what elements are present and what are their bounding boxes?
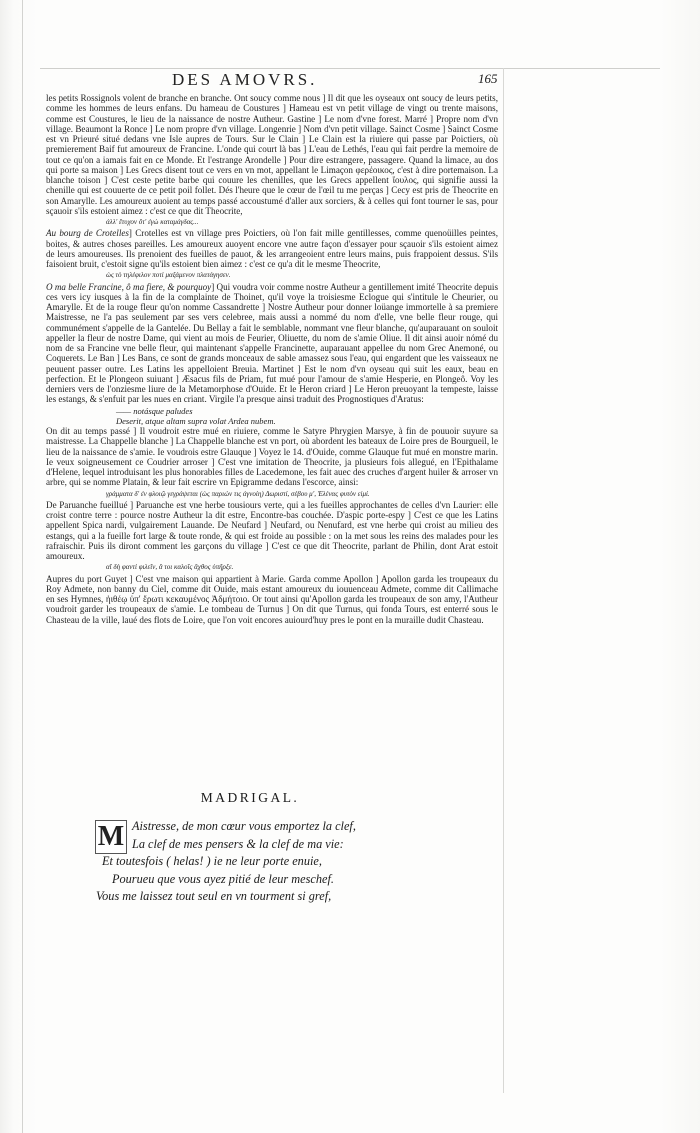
initial-letter: M bbox=[97, 821, 125, 852]
paragraph-text: ] Qui voudra voir comme nostre Autheur a gentillement imité Theocrite depuis ces vers icy iusques à la fin de la complainte de Thoinet, qu'il voye la troisiesme Eclogue qui s'intitule le Cheurier, ou Amarylle. Et de la rouge fleur qu'on nomme Cassandrette ] Nostre Autheur pour donner loüange immortelle à sa premiere Maistresse, ne l'a pas seulement par ses vers celebree, mais aussi a nommé du nom d'elle, vne belle fleur rouge, qui communément s'appelle de la Gantelée. Du Bellay a fait le semblable, nommant vne fleur blanche, qu'auparauant on souloit appeller la fleur de nostre Dame, qui vient au mois de Feurier, Oliuette, du nom de s'amie Oliue. Il dit ainsi auoir nómé du nom de sa Francine vne belle fleur, qui maintenant s'appelle Francinette, auparauant appellee du nom Grec Anemoné, ou Coquerets. Le Ban ] Les Bans, ce sont de grands monceaux de sable amassez sous l'eau, qui engardent que les vaisseaux ne peuuent passer outre. Les Latins les appelloient Breuia. Martinet ] Est le nom d'vn oyseau qui suit les eaux, beau en perfection. Et le Plongeon suiuant ] Æsacus fils de Priam, fut mué pour l'amour de s'amie Hesperie, en Plongeô. Voy les derniers vers de l'onziesme liure de la Metamorphose d'Ouide. Et le Heron criard ] Le Heron preuoyant la tempeste, laisse les estangs, & s'enfuit par les nues en criant. Virgile l'a presque ainsi traduit des Prognostiques d'Aratus: bbox=[46, 281, 498, 405]
paragraph bbox=[46, 228, 498, 269]
page-number: 165 bbox=[478, 71, 498, 86]
page-gutter-edge bbox=[22, 0, 23, 1133]
paragraph: Aupres du port Guyet ] C'est vne maison qui appartient à Marie. Garda comme Apollon ] Apollon garda les troupeaux du Roy Admete, non banny du Ciel, comme dit Ouide, mais estant amoureux du iouuenceau Admete, comme dit Callimache en ses Hymnes, ἠιθέῳ ὑπ' ἔρωτι κεκαυμένος Ἀδμήτοιο. Or tout ainsi qu'Apollon garda les troupeaux de son amy, l'Autheur voudroit garder les troupeaux de s'amie. Le tombeau de Turnus ] On dit que Turnus, qui fonda Tours, est enterré sous le Chasteau de la ville, laué des flots de Loire, que l'on voit encores auiourd'huy pres le pont en la muraille dudit Chasteau. bbox=[46, 573, 498, 625]
latin-verse-line: —— notásque paludes bbox=[116, 405, 193, 416]
latin-verse-line: Deserit, atque altam supra volat Ardea nubem. bbox=[116, 415, 276, 426]
greek-quotation: ἀλλ' ἔτυχον ὅτ' ἐγὼ καταμάγδας... bbox=[106, 218, 199, 226]
poem-line: La clef de mes pensers & la clef de ma vie: bbox=[132, 836, 344, 851]
poem-line: Pourueu que vous ayez pitié de leur meschef. bbox=[112, 871, 334, 886]
paragraph: les petits Rossignols volent de branche en branche. Ont soucy comme nous ] Il dit que les oyseaux ont soucy de leurs petits, comme les hommes de leurs enfans. Du hameau de Coustures ] Hameau est vn petit village de vingt ou trente maisons, comme est Coustures, le lieu de la naissance de nostre Autheur. Gastine ] Le nom d'vne forest. Marré ] Propre nom d'vn village. Beaumont la Ronce ] Le nom propre d'vn village. Longenrie ] Nom d'vn petit village. Sainct Cosme ] Sainct Cosme est vn Prieuré situé dedans vne Isle aupres de Tours. Sur le Clain ] Le Clain est la riuiere qui passe par Poictiers, où premierement Baif fut amoureux de Francine. L'onde qui court là bas ] L'eau de Lethés, l'eau qui fait perdre la memoire de tout ce qu'on a iamais fait en ce Monde. Et l'estrange Arondelle ] Pour dire estrangere, passagere. Quand la limace, au dos qui porte sa maison ] Les Grecs disent tout ce vers en vn mot, appellant le Limaçon φερέοικος, c'est à dire portemaison. La blanche toison ] C'est ceste petite barbe qui couure les chenilles, que les Grecs appellent ἴουλος, qui signifie aussi la chenille qui est couuerte de ce petit poil follet. Dés l'heure que le cœur de l'œil tu me perças ] Cecy est pris de Theocrite en son Amarylle. Les amoureux auoient au temps passé accoustumé d'aller aux sorciers, & à celles qui font tourner le sas, pour sçauoir s'ils estoient aimez : c'est ce que dit Theocrite, bbox=[46, 93, 498, 216]
lemma: Au bourg de Crotelles bbox=[46, 228, 129, 239]
greek-quotation: γράμματα δ' ἐν φλοιῷ γεγράψεται (ὡς παριών τις ἀγνοίη) Δωριστί, σέβου μ', Ἑλένας φυτὸν εἰμί. bbox=[106, 489, 370, 498]
madrigal-poem bbox=[96, 818, 436, 906]
paragraph bbox=[46, 282, 498, 405]
poem-line: Vous me laissez tout seul en vn tourment si gref, bbox=[96, 889, 332, 903]
greek-quotation: αἳ δὴ φαντὶ φιλεῖν, ἃ τοι καλοῖς ἄχθος ὑπῆρξε. bbox=[106, 563, 234, 572]
poem-line: Aistresse, de mon cœur vous emportez la clef, bbox=[132, 819, 356, 833]
madrigal-title: MADRIGAL. bbox=[200, 790, 300, 805]
paragraph-text: ] Crotelles est vn village pres Poictiers, où l'on fait mille gentillesses, comme quenoüilles peintes, boites, & autres choses pareilles. Les amoureux auoyent encore vne autre façon d'essayer pour sçauoir s'ils estoient aimez de leurs amoureuses. Ils prenoient des fueilles de pauot, & les arrangeoient entre leurs mains, puis frappoient dessus. S'ils faisoient bruit, c'estoit signe qu'ils estoient bien aimez : c'est ce qu'a dit le mesme Theocrite, bbox=[46, 228, 498, 269]
commentary-text bbox=[46, 93, 498, 626]
poem-line: Et toutesfois ( helas! ) ie ne leur porte enuie, bbox=[102, 854, 322, 868]
lemma: O ma belle Francine, ô ma fiere, & pourquoy bbox=[46, 281, 212, 292]
right-rule bbox=[503, 68, 504, 1093]
top-rule bbox=[40, 68, 660, 69]
paragraph: On dit au temps passé ] Il voudroit estre mué en riuiere, comme le Satyre Phrygien Marsye, à fin de pouuoir suyure sa maistresse. La Chappelle blanche ] La Chappelle blanche est vn port, où abordent les bateaux de Loire pres de Bourgueil, le lieu de la naissance de s'amie. Ie voudrois estre Glauque ] Voyez le 14. d'Ouide, comme Glauque fut mué en monstre marin. Ie veux soigneusement ce Coudrier arroser ] C'est vne imitation de Theocrite, ja plusieurs fois allegué, en l'Epithalame d'Helene, lequel introduisant les plus honorables filles de Lacedemone, les fait auec des cruches d'argent huiler & arroser vn arbre, qui se nomme Platain, & leur fait escrire vn Epigramme dedans l'escorce, ainsi: bbox=[46, 426, 498, 488]
paragraph: De Paruanche fueillué ] Paruanche est vne herbe tousiours verte, qui a les fueilles approchantes de celles d'vn Laurier: elle croist contre terre : pource nostre Autheur la dit estre, Encontre-bas couchée. D'aspic porte-espy ] C'est ce que les Latins appellent Spica nardi, vulgairement Lauande. De Neufard ] Neufard, ou Nenufard, est vne herbe qui croist au milieu des estangs, qui a la fueille fort large & toute ronde, & qui est froide au possible : on la met sous les reins des malades pour les rafraischir. Puis ils diront comment les garçons du village ] C'est ce que dit Theocrite, parlant de Philin, dont Arat estoit amoureux. bbox=[46, 499, 498, 561]
greek-quotation: ὡς τὸ τηλέφιλον ποτὶ μαξάμενον πλατάγησεν. bbox=[106, 271, 231, 280]
running-head: DES AMOVRS. bbox=[172, 70, 318, 89]
